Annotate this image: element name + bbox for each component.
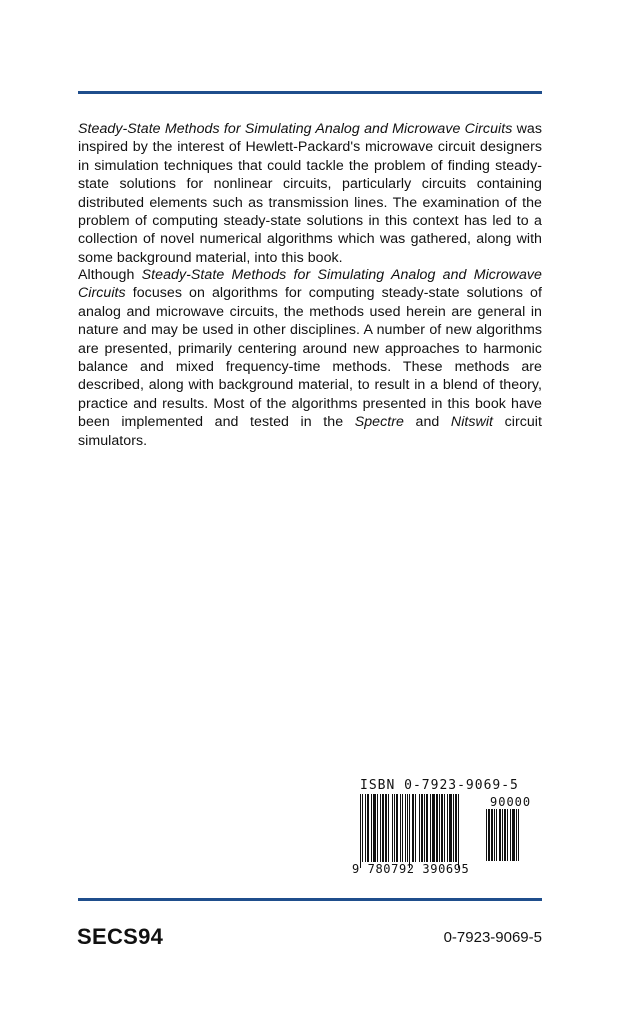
- barcode-isbn-label: ISBN 0-7923-9069-5: [360, 778, 519, 793]
- barcode-bar: [507, 809, 508, 861]
- barcode-bar: [491, 809, 493, 861]
- nitswit-name: Nitswit: [450, 414, 494, 431]
- barcode-bar: [392, 794, 393, 862]
- addon-barcode-bars: [486, 809, 540, 861]
- barcode-bar: [441, 794, 443, 862]
- footer-isbn: 0-7923-9069-5: [443, 929, 542, 946]
- barcode-bar: [360, 794, 361, 868]
- barcode-bar: [373, 794, 376, 862]
- barcode-bar: [439, 794, 440, 862]
- bottom-rule: [78, 898, 542, 901]
- barcode-bar: [394, 794, 395, 862]
- book-title-italic: Steady-State Methods for Simulating Analog and Microwave Circuits: [78, 267, 542, 302]
- paragraph-2-body-b: circuit simulators.: [78, 414, 542, 449]
- barcode-bar: [426, 794, 428, 862]
- barcode-bar: [380, 794, 381, 862]
- top-rule: [78, 91, 542, 94]
- barcode-bar: [447, 794, 448, 862]
- barcode-bar: [365, 794, 366, 862]
- barcode-bar: [488, 809, 490, 861]
- barcode-bar: [407, 794, 408, 862]
- barcode-bar: [444, 794, 445, 862]
- barcode-bar: [377, 794, 378, 862]
- barcode-bar: [512, 809, 515, 861]
- barcode-bar: [424, 794, 425, 862]
- barcode-bar: [396, 794, 398, 862]
- barcode-bar: [502, 809, 503, 861]
- barcode-bar: [455, 794, 457, 862]
- barcode-bar: [516, 809, 517, 861]
- barcode-bar: [430, 794, 431, 862]
- barcode-bar: [449, 794, 452, 862]
- spectre-name: Spectre: [354, 414, 404, 431]
- barcode-bar: [510, 809, 511, 861]
- barcode-bar: [504, 809, 506, 861]
- barcode-bar: [518, 809, 519, 861]
- ean-barcode-bars: [360, 794, 480, 868]
- barcode-bar: [385, 794, 387, 862]
- barcode-bar: [405, 794, 406, 862]
- barcode-bar: [436, 794, 438, 862]
- book-title-italic: Steady-State Methods for Simulating Analog and Microwave Circuits: [78, 121, 513, 137]
- barcode-bar: [371, 794, 372, 862]
- paragraph-2-body-a: focuses on algorithms for computing steady-state solutions of analog and microwave circuits, the methods used herein are general in nature and may be used in other disciplines. A number of new algorithms are presented, primarily centering around new approaches to harmonic balance and mixed frequency-time methods. These methods are described, along with background material, to result in a blend of theory, practice and results. Most of the algorithms presented in this book have been implemented and tested in the: [78, 285, 542, 431]
- paragraph-2-and: and: [403, 414, 451, 431]
- barcode-addon-digits: 90000: [490, 795, 532, 809]
- series-code: SECS94: [77, 924, 164, 949]
- paragraph-2-lead: Although: [78, 267, 142, 283]
- barcode-ean-digits: 9 780792 390695: [352, 862, 470, 876]
- barcode: [352, 778, 542, 884]
- barcode-bar: [499, 809, 501, 861]
- barcode-bar: [419, 794, 420, 862]
- barcode-bar: [453, 794, 454, 862]
- barcode-bar: [486, 809, 487, 861]
- barcode-bar: [412, 794, 414, 862]
- barcode-bar: [382, 794, 384, 862]
- description-paragraph-2: [78, 266, 542, 450]
- barcode-bar: [362, 794, 363, 862]
- barcode-bar: [458, 794, 459, 868]
- barcode-bar: [402, 794, 403, 862]
- barcode-bar: [388, 794, 389, 862]
- paragraph-1-body: was inspired by the interest of Hewlett-Packard's microwave circuit designers in simulation techniques that could tackle the problem of finding steady-state solutions for nonlinear circuits, particularly circuits containing distributed elements such as transmission lines. The examination of the problem of computing steady-state solutions in this context has led to a collection of novel numerical algorithms which was gathered, along with some background material, into this book.: [78, 121, 542, 266]
- barcode-bar: [409, 794, 410, 868]
- barcode-bar: [415, 794, 416, 862]
- description-paragraph-1: [78, 120, 542, 267]
- barcode-bar: [494, 809, 495, 861]
- barcode-bar: [400, 794, 401, 862]
- barcode-bar: [421, 794, 423, 862]
- barcode-bar: [496, 809, 497, 861]
- barcode-bar: [367, 794, 369, 862]
- barcode-bar: [432, 794, 435, 862]
